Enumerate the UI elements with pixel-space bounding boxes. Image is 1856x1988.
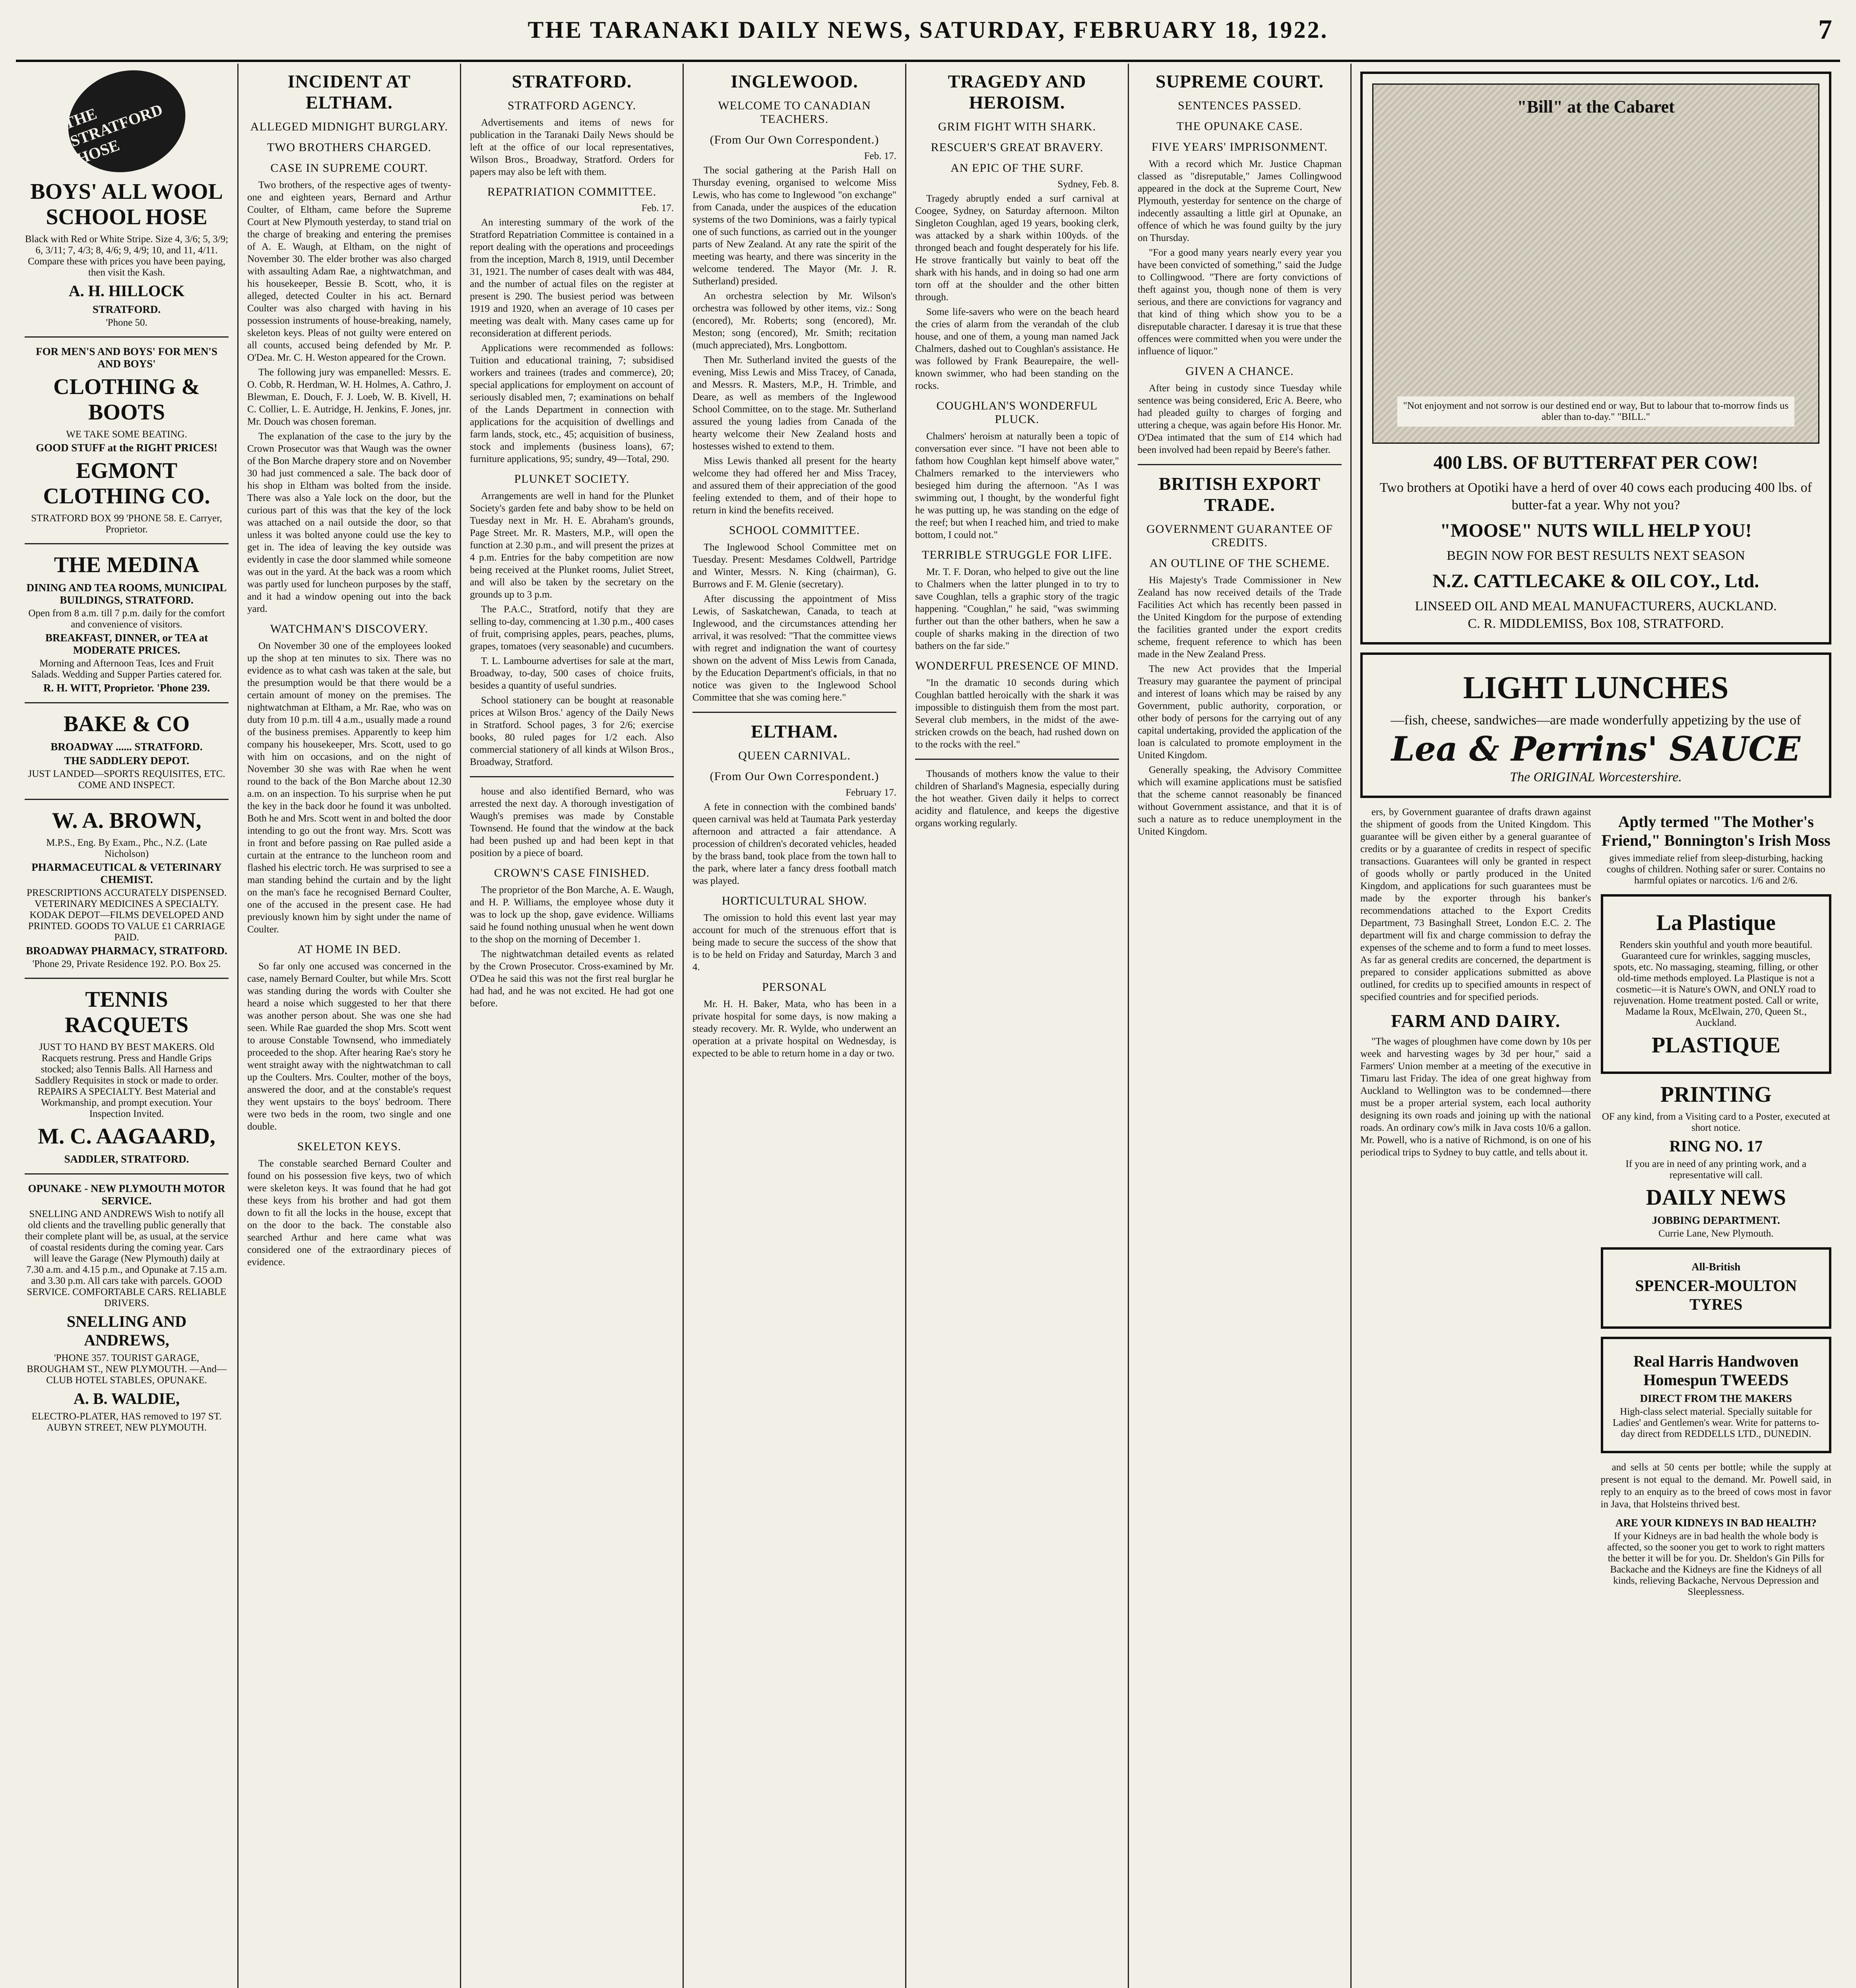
ad-waldie-body: ELECTRO-PLATER, HAS removed to 197 ST. AUBYN STREET, NEW PLYMOUTH. — [31, 1411, 222, 1433]
article-subhead: HORTICULTURAL SHOW. — [721, 894, 867, 907]
ad-name: BAKE & CO — [63, 712, 190, 736]
dateline: February 17. — [846, 787, 896, 798]
article-paragraph: So far only one accused was concerned in the case, namely Bernard Coulter, but while Mrs. Scott was standing during the words with Coulter she heard a noise which suggested to her that there was another person about. She was one she had seen. While Rae guarded the shop Mrs. Scott went to arouse Constable Townsend, who immediately proceeded to the shop. After hearing Rae's story he went straight away with the nightwatchman to call up the Coulters. Mrs. Coulter, mother of the boys, answered the door, and at the constable's request they went upstairs to the boys' bedroom. There were two beds in the room, two single and one double. — [247, 961, 451, 1132]
ad-school-hose — [25, 179, 229, 328]
article-paragraph: The nightwatchman detailed events as related by the Crown Prosecutor. Cross-examined by Mr. O'Dea he said this was not the first real burglar he had had, and he was not excited. He had got one before. — [470, 949, 674, 1009]
divider — [915, 759, 1119, 760]
divider — [25, 1173, 229, 1175]
article-headline: TRAGEDY AND HEROISM. — [948, 71, 1086, 113]
article-subhead: GOVERNMENT GUARANTEE OF CREDITS. — [1146, 522, 1333, 549]
ad-name: PRINTING — [1660, 1082, 1772, 1107]
illustration-caption: "Bill" at the Cabaret — [1517, 97, 1675, 116]
column-supreme-court — [1129, 64, 1352, 1988]
article-paragraph: Mr. T. F. Doran, who helped to give out the line to Chalmers when the latter plunged in to try to save Coughlan, tells a graphic story of the tragic happening. "Coughlan," he said, "was swimming further out than the other bathers, when he saw a couple of sharks making in the direction of two bathers on the far side." — [915, 567, 1119, 651]
ad-headline: 400 LBS. OF BUTTERFAT PER COW! — [1433, 452, 1758, 473]
masthead — [16, 0, 1840, 62]
article-subhead: ALLEGED MIDNIGHT BURGLARY. — [250, 120, 448, 133]
ad-beat: WE TAKE SOME BEATING. — [66, 429, 187, 440]
divider — [25, 799, 229, 800]
masthead-title: THE TARANAKI DAILY NEWS, SATURDAY, FEBRUARY 18, 1922. — [528, 16, 1328, 43]
article-paragraph: Chalmers' heroism at naturally been a topic of conversation ever since. "I have not been able to fathom how Coughlan kept himself above water," Chalmers remarked to the interviewers who besieged him during the afternoon. "As I was swimming out, I thought, by the wonderful fight he was putting up, he was standing on the edge of the reef; but when I reached him, and tried to make bottom, I could not." — [915, 431, 1119, 540]
ad-begin: BEGIN NOW FOR BEST RESULTS NEXT SEASON — [1447, 548, 1745, 563]
ad-name: Real Harris Handwoven Homespun TWEEDS — [1633, 1352, 1799, 1389]
column-stratford — [461, 64, 684, 1988]
column-inglewood — [684, 64, 906, 1988]
article-paragraph: T. L. Lambourne advertises for sale at the mart, Broadway, to-day, 500 cases of choice fruits, besides a quantity of useful sundries. — [470, 656, 674, 691]
article-headline: STRATFORD. — [512, 71, 632, 91]
ad-body: JUST TO HAND BY BEST MAKERS. Old Racquets restrung. Press and Handle Grips stocked; also Tennis Balls. All Harness and Saddlery Requisites in stock or made to order. REPAIRS A SPECIALTY. Best Material and Workmanship, and prompt execution. Your Inspection Invited. — [35, 1042, 219, 1119]
column-eltham-incident — [239, 64, 461, 1988]
ad-title: BOYS' ALL WOOL SCHOOL HOSE — [30, 179, 223, 229]
dateline: Feb. 17. — [641, 203, 674, 214]
article-paragraph: Tragedy abruptly ended a surf carnival at Coogee, Sydney, on Saturday afternoon. Milton Singleton Coughlan, aged 19 years, booking clerk, was attacked by a shark within 100yds. of the thronged beach and fought desperately for his life. He strove frantically but vainly to beat off the shark with his hands, and in doing so had one arm torn off at the shoulder and the other bitten through. — [915, 193, 1119, 303]
divider — [692, 712, 896, 713]
ad-company: N.Z. CATTLECAKE & OIL COY., Ltd. — [1432, 571, 1759, 592]
article-paragraph: Some life-savers who were on the beach heard the cries of alarm from the verandah of the club house, and one of them, a young man named Jack Chalmers, dashed out to Coughlan's assistance. He was followed by Frank Beaurepaire, the well-known swimmer, who had been standing on the rocks. — [915, 307, 1119, 391]
article-paragraph: The Inglewood School Committee met on Tuesday. Present: Mesdames Coldwell, Partridge and Winter, Messrs. N. King (chairman), G. Burrows and F. M. Glenie (secretary). — [692, 542, 896, 590]
article-paragraph: "The wages of ploughmen have come down by 10s per week and harvesting wages by 3d per hour," said a Farmers' Union member at a meeting of the executive in Timaru last Friday. The idea of one great highway from Auckland to Wellington was to be condemned—there must be a proper arterial system, each local authority designing its own roads and joining up with the national roads. An ordinary cow's milk in Java costs 10/6 a gallon. Mr. Powell, who is a native of Richmond, is on one of his periodical trips to Sydney to buy cattle, and tells about it. — [1360, 1036, 1591, 1158]
ad-printing — [1601, 1082, 1832, 1239]
article-paragraph: The explanation of the case to the jury by the Crown Prosecutor was that Waugh was the owner of the Bon Marche drapery store and on November 30 had just commenced a sale. The back door of his shop in Eltham was bolted from the inside. There was also a Yale lock on the door, but the curious part of this was that the key of the lock was attached on a nail outside the door, so that unless it was bolted anyone could use the key to get in. The idea of leaving the key outside was evidently in case the door slammed while someone was out in the yard. At the back was a room which was partly used for luncheon purposes by the staff, and it had a window opening out into the back yard. — [247, 431, 451, 614]
ad-body: gives immediate relief from sleep-disturbing, hacking coughs of children. Nothing safer or surer. Contains no harmful opiates or narcotics. 1/6 and 2/6. — [1606, 853, 1825, 886]
article-subhead: CASE IN SUPREME COURT. — [270, 161, 428, 175]
article-subhead: AN EPIC OF THE SURF. — [950, 161, 1084, 175]
article-paragraph: A fete in connection with the combined bands' queen carnival was held at Taumata Park yesterday afternoon and attracted a fair attendance. A procession of children's decorated vehicles, headed by the brass band, took place from the town hall to the park, where later a fancy dress football match was played. — [692, 802, 896, 886]
ad-tyres — [1601, 1247, 1832, 1329]
article-subhead: TWO BROTHERS CHARGED. — [267, 141, 432, 154]
ad-name: La Plastique — [1656, 911, 1776, 935]
article-paragraph: Then Mr. Sutherland invited the guests of the evening, Miss Lewis and Miss Tracey, of Canada, and Messrs. R. Masters, M.P., H. Trimble, and Deare, as well as members of the Inglewood School Committee, on to the stage. Mr. Sutherland assured the young ladies from Canada of the hearty welcome their New Zealand hosts and hostesses wished to extend to them. — [692, 355, 896, 452]
article-paragraph: "In the dramatic 10 seconds during which Coughlan battled heroically with the shark it was impossible to distinguish them from the most part. Several club members, in the midst of the awe-stricken crowds on the beach, had rushed down on to the rocks with the reel." — [915, 678, 1119, 750]
article-paragraph: ers, by Government guarantee of drafts drawn against the shipment of goods from the United Kingdom. This guarantee will be given either by a general guarantee of credits or by a guarantee of credits in respect of specific transactions. Guarantees will only be granted in respect of goods wholly or partly produced in the United Kingdom, and applications for such guarantees must be made by the exporter through his banker's recommendations attached to the Export Credits Department, 73 Basinghall Street, London E.C. 2. The department will fix and charge commission to defray the expenses of the scheme and to form a fund to meet losses. As far as general credits are concerned, the department is prepared to consider applications submitted as above outlined, for credits up to specified amounts in respect of specified countries and for specified periods. — [1360, 807, 1591, 1002]
article-subhead: AN OUTLINE OF THE SCHEME. — [1149, 557, 1330, 570]
ad-body: OF any kind, from a Visiting card to a Poster, executed at short notice. — [1602, 1111, 1830, 1133]
ad-medina — [25, 552, 229, 694]
article-subhead: AT HOME IN BED. — [297, 943, 401, 956]
article-paragraph: After discussing the appointment of Miss Lewis, of Saskatchewan, Canada, to teach at Inglewood, and the circumstances attending her arrival, it was resolved: "That the committee views with regret and indignation the want of courtesy shown on the advent of Miss Lewis from Canada, by the Education Department's officials, in that no notice was given to the Inglewood School Committee that she was coming here." — [692, 594, 896, 703]
ad-name-2: PLASTIQUE — [1651, 1033, 1780, 1058]
article-paragraph: With a record which Mr. Justice Chapman classed as "disreputable," James Collingwood appeared in the dock at the Supreme Court, New Plymouth, yesterday for sentence on the charge of indecently assaulting a little girl at Opunake, an offence of which he was found guilty by the jury on Thursday. — [1138, 159, 1342, 243]
ad-saddlery-body: JUST LANDED—SPORTS REQUISITES, ETC. COME AND INSPECT. — [28, 769, 225, 790]
small-ads — [1601, 806, 1832, 1604]
ad-name: TENNIS RACQUETS — [64, 987, 189, 1037]
article-subhead: GRIM FIGHT WITH SHARK. — [938, 120, 1096, 133]
article-subhead: TERRIBLE STRUGGLE FOR LIFE. — [922, 548, 1112, 561]
article-subhead: THE OPUNAKE CASE. — [1176, 120, 1303, 133]
ad-extra: Morning and Afternoon Teas, Ices and Fruit Salads. Wedding and Supper Parties catered for. — [31, 658, 222, 680]
ad-saddlery: THE SADDLERY DEPOT. — [64, 755, 189, 767]
ad-headline: LIGHT LUNCHES — [1463, 670, 1729, 705]
divider — [25, 702, 229, 703]
ad-hours: Open from 8 a.m. till 7 p.m. daily for the comfort and convenience of visitors. — [28, 608, 225, 630]
ad-body: Black with Red or White Stripe. Size 4, 3/6; 5, 3/9; 6, 3/11; 7, 4/3; 8, 4/6; 9, 4/9; 10, and 11, 4/11. Compare these with prices you have been paying, then visit the Kash. — [25, 234, 229, 278]
ad-sub: M.P.S., Eng. By Exam., Phc., N.Z. (Late Nicholson) — [46, 837, 207, 859]
ad-name: A. H. HILLOCK — [68, 282, 185, 300]
ad-phone: 'Phone 50. — [106, 317, 147, 328]
ad-headline: ARE YOUR KIDNEYS IN BAD HEALTH? — [1615, 1517, 1817, 1529]
article-paragraph: "For a good many years nearly every year you have been convicted of something," said the Judge to Collingwood. "There are forty convictions of theft against you, though none of them is very serious, and there are convictions for vagrancy and that kind of thing which show you to be a disreputable character. I daresay it is true that these offences were committed when you were under the influence of liquor." — [1138, 247, 1342, 357]
divider — [25, 336, 229, 338]
article-paragraph: The omission to hold this event last year may account for much of the strenuous effort that is being made to secure the success of the show that is to be held on Friday and Saturday, March 3 and 4. — [692, 912, 896, 973]
ad-brown — [25, 808, 229, 970]
ad-body: High-class select material. Specially suitable for Ladies' and Gentlemen's wear. Write for patterns to-day direct from REDDELLS LTD., DUNEDIN. — [1612, 1406, 1819, 1439]
ad-ring: RING NO. 17 — [1669, 1137, 1763, 1155]
columns — [16, 64, 1840, 1988]
ad-headline: Aptly termed "The Mother's Friend," Bonnington's Irish Moss — [1601, 813, 1831, 849]
ad-stuff: GOOD STUFF at the RIGHT PRICES! — [36, 442, 217, 454]
article-subhead: GIVEN A CHANCE. — [1185, 365, 1294, 378]
ad-body: If your Kidneys are in bad health the whole body is affected, so the sooner you get to work to right matters the better it will be for you. Dr. Sheldon's Gin Pills for Backache and the Kidneys are fine the Kidneys of all kinds, relieving Backache, Nervous Depression and Sleeplessness. — [1607, 1531, 1825, 1597]
divider — [25, 543, 229, 544]
article-subhead: WELCOME TO CANADIAN TEACHERS. — [718, 99, 871, 126]
ad-body: Renders skin youthful and youth more beautiful. Guaranteed cure for wrinkles, sagging muscles, spots, etc. No massaging, steaming, filling, or other old-time methods employed. La Plastique is not a cosmetic—it is Nature's OWN, and ONLY road to rejuvenation. Home treatment posted. Call or write, Madame la Roux, McElwain, 270, Queen St., Auckland. — [1613, 940, 1819, 1028]
lower-right-area — [1360, 806, 1831, 1604]
ad-name: SPENCER-MOULTON TYRES — [1635, 1277, 1797, 1313]
article-paragraph: An orchestra selection by Mr. Wilson's orchestra was followed by other items, viz.: Song (encored), Mr. Roberts; song (encored), Mr. Meston; song (encored), Mr. Smith; recitation (much appreciated), Mrs. Longbottom. — [692, 291, 896, 351]
ad-daily-sub: JOBBING DEPARTMENT. — [1652, 1214, 1780, 1226]
article-paragraph: The new Act provides that the Imperial Treasury may guarantee the payment of principal and interest of loans which may be raised by any Government, public authority, corporation, or other body of persons for the carrying out of any capital undertaking, provided the application of the loan is calculated to promote employment in the United Kingdom. — [1138, 664, 1342, 761]
article-subhead: SCHOOL COMMITTEE. — [729, 524, 860, 537]
ad-snelling-body: 'PHONE 357. TOURIST GARAGE, BROUGHAM ST., NEW PLYMOUTH. —And— CLUB HOTEL STABLES, OPUNAKE. — [27, 1353, 227, 1386]
article-paragraph: The constable searched Bernard Coulter and found on his possession five keys, two of which were skeleton keys. It was found that he had got these keys from his brother and had got them down to fit all the locks in the house, except that on the door to the back. The constable also searched Arthur and here came what was considered one of the extraordinary pieces of evidence. — [247, 1158, 451, 1268]
cabaret-illustration — [1372, 83, 1819, 444]
article-paragraph: The social gathering at the Parish Hall on Thursday evening, organised to welcome Miss Lewis, who has come to Inglewood "on exchange" from Canada, under the auspices of the education systems of the two Dominions, was a fairly typical one of such functions, as carried out in the younger parts of New Zealand. At any rate the spirit of the meeting was hearty, and there was sincerity in the welcome tendered. The Mayor (Mr. J. R. Sutherland) presided. — [692, 165, 896, 287]
dateline: Feb. 17. — [864, 151, 896, 161]
ad-harris-tweeds — [1601, 1337, 1832, 1453]
ad-box: STRATFORD BOX 99 'PHONE 58. E. Carryer, Proprietor. — [31, 513, 222, 535]
article-subhead: CROWN'S CASE FINISHED. — [494, 866, 650, 879]
article-headline: FARM AND DAIRY. — [1391, 1011, 1561, 1031]
ad-body: PRESCRIPTIONS ACCURATELY DISPENSED. VETERINARY MEDICINES A SPECIALTY. KODAK DEPOT—FILMS DEVELOPED AND PRINTED. GOODS TO VALUE £1 CARRIAGE PAID. — [27, 887, 227, 943]
stratford-hose-crest: THE STRATFORD HOSE — [54, 64, 200, 188]
ad-phone: 'Phone 29, Private Residence 192. P.O. Box 25. — [32, 959, 221, 969]
ad-waldie: A. B. WALDIE, — [73, 1390, 180, 1408]
ad-name: W. A. BROWN, — [52, 808, 202, 833]
article-paragraph: Two brothers, of the respective ages of twenty-one and eighteen years, Bernard and Arthur Coulter, of Eltham, came before the Supreme Court at New Plymouth yesterday, to stand trial on the charge of breaking and entering the premises of A. E. Waugh, at Eltham, on the night of November 30. The elder brother was also charged with assaulting Adam Rae, a nightwatchman, and his housekeeper, Bessie B. Scott, who, it is alleged, detected Coulter in his act. Bernard Coulter was also charged with having in his possession instruments of house-breaking, namely, skeleton keys. Pleas of not guilty were entered on all counts, accused being defended by Mr. P. O'Dea. Mr. C. H. Weston appeared for the Crown. — [247, 180, 451, 363]
agency-note: Advertisements and items of news for publication in the Taranaki Daily News should be left at the office of our local representatives, Wilson Bros., Broadway, Stratford. Orders for papers may also be left with them. — [470, 117, 674, 177]
article-paragraph: house and also identified Bernard, who was arrested the next day. A thorough investigation of Waugh's premises was made by Constable Townsend. He found that the window at the back had been pushed up and had been kept in that position by a piece of board. — [470, 786, 674, 858]
divider — [1138, 464, 1342, 465]
ad-lines: FOR MEN'S AND BOYS' FOR MEN'S AND BOYS' — [36, 346, 217, 370]
ad-tennis — [25, 987, 229, 1165]
ad-name: EGMONT CLOTHING CO. — [43, 458, 210, 509]
article-paragraph: Mr. H. H. Baker, Mata, who has been in a private hospital for some days, is now making a steady recovery. Mr. R. Wylde, who underwent an operation at a private hospital on Wednesday, is expected to be able to return home in a day or two. — [692, 999, 896, 1059]
ad-chem: PHARMACEUTICAL & VETERINARY CHEMIST. — [31, 861, 222, 885]
ad-slogan: "MOOSE" NUTS WILL HELP YOU! — [1440, 520, 1752, 541]
ad-egmont-clothing — [25, 346, 229, 535]
ad-body: —fish, cheese, sandwiches—are made wonderfully appetizing by the use of — [1391, 713, 1801, 728]
export-continuation — [1360, 806, 1591, 1604]
article-headline: SUPREME COURT. — [1156, 71, 1324, 91]
ad-bake — [25, 711, 229, 791]
article-paragraph: Thousands of mothers know the value to their children of Sharland's Magnesia, especially during the hot weather. Given daily it helps to correct acidity and flatulence, and keeps the digestive organs working regularly. — [915, 769, 1119, 829]
ad-company-sub: LINSEED OIL AND MEAL MANUFACTURERS, AUCKLAND. — [1415, 599, 1777, 613]
article-subhead: PERSONAL — [762, 980, 827, 994]
article-paragraph: The following jury was empanelled: Messrs. E. O. Cobb, R. Herdman, W. H. Holmes, A. Cathro, J. Blewman, E. Douch, F. J. Loeb, W. B. Kivell, H. C. Collier, L. E. Autridge, H. Jenkins, F. Jones, jnr. Mr. Douch was chosen foreman. — [247, 367, 451, 427]
lea-perrins-logo: Lea & Perrins' SAUCE — [1391, 729, 1801, 769]
article-subhead: WONDERFUL PRESENCE OF MIND. — [915, 659, 1119, 672]
ad-sub: The ORIGINAL Worcestershire. — [1510, 770, 1682, 784]
article-subhead: PLUNKET SOCIETY. — [514, 472, 630, 485]
article-headline: INCIDENT AT ELTHAM. — [287, 71, 411, 113]
article-subhead: SENTENCES PASSED. — [1178, 99, 1301, 112]
article-paragraph: After being in custody since Tuesday while sentence was being considered, Eric A. Beere, who had pleaded guilty to charges of forging and uttering a cheque, was again before His Honor. Mr. O'Dea intimated that the sum of £14 which had been involved had been repaid by Beere's father. — [1138, 383, 1342, 455]
article-headline: BRITISH EXPORT TRADE. — [1158, 474, 1321, 515]
ad-aagaard: M. C. AAGAARD, — [38, 1124, 215, 1149]
article-subhead: STRATFORD AGENCY. — [507, 99, 636, 112]
ad-kidneys — [1601, 1517, 1832, 1598]
column-tragedy — [906, 64, 1129, 1988]
ad-meals: BREAKFAST, DINNER, or TEA at MODERATE PRICES. — [45, 632, 208, 656]
article-paragraph: On November 30 one of the employees looked up the shop at ten minutes to six. There was no evidence as to what cash was taken at the sale, but the presumption would be that there would be a certain amount of money on the premises. The nightwatchman at Eltham, a Mr. Rae, who was on duty from 10 p.m. till 4 a.m., usually made a round of the business premises. Apparently to keep him company his housekeeper, Mrs. Scott, used to go with him on occasions, and on the night of November 30 she was with Rae when he went round to the back of the Bon Marche about 12.30 a.m. on an inspection. To his surprise when he put the key in the back door he found it was unbolted. Both he and Mrs. Scott went in and bolted the door intending to go out the front way. Mrs. Scott was in front and before passing on Rae pulled aside a curtain at the entrance to the luncheon room and flashed his electric torch. He was surprised to see a man standing behind the curtain and by the light on the man's face he recognised Bernard Coulter, one of the accused in the present case. He had previously known him by sight under the name of Coulter. — [247, 641, 451, 935]
article-paragraph: The proprietor of the Bon Marche, A. E. Waugh, and H. P. Williams, the employee whose duty it was to lock up the shop, gave evidence. Williams said he found nothing unusual when he went down to the shop on the morning of December 1. — [470, 885, 674, 945]
ad-head: OPUNAKE - NEW PLYMOUTH MOTOR SERVICE. — [28, 1182, 225, 1207]
divider — [470, 776, 674, 777]
column-ads-left — [16, 64, 239, 1988]
ad-opunake — [25, 1182, 229, 1433]
ad-la-plastique — [1601, 894, 1832, 1074]
article-headline: ELTHAM. — [751, 721, 838, 742]
article-byline: (From Our Own Correspondent.) — [710, 133, 879, 146]
ad-ring-body: If you are in need of any printing work, and a representative will call. — [1625, 1159, 1807, 1180]
article-subhead: QUEEN CARNIVAL. — [738, 749, 851, 762]
ad-head: CLOTHING & BOOTS — [53, 375, 200, 425]
ad-sub: All-British — [1691, 1261, 1741, 1273]
article-subhead: RESCUER'S GREAT BRAVERY. — [931, 141, 1104, 154]
ad-broadway: BROADWAY PHARMACY, STRATFORD. — [26, 945, 227, 957]
illustration-quote: "Not enjoyment and not sorrow is our destined end or way, But to labour that to-morrow finds us abler than to-day." "BILL." — [1397, 396, 1794, 427]
article-paragraph: His Majesty's Trade Commissioner in New Zealand has now received details of the Trade Facilities Act which has recently been passed in the United Kingdom for the purpose of extending the facilities granted under the export credits scheme, frequent reference to which has been made in the New Zealand Press. — [1138, 575, 1342, 660]
ad-town: STRATFORD. — [92, 303, 161, 315]
ad-lea-perrins — [1360, 652, 1831, 798]
article-subhead: COUGHLAN'S WONDERFUL PLUCK. — [936, 399, 1098, 426]
article-paragraph: An interesting summary of the work of the Stratford Repatriation Committee is contained in a report dealing with the operations and proceedings from the inception, March 8, 1919, until December 31, 1921. The number of cases dealt with was 484, and the number of actual files on the register at present is 290. The busiest period was between 1919 and 1920, when an average of 10 cases per meeting was dealt with. Many cases came up for reconsideration at different periods. — [470, 217, 674, 339]
article-paragraph: Generally speaking, the Advisory Committee which will examine applications must be satisfied that the scheme cannot reasonably be financed without Government assistance, and that it is of such a nature as to reduce unemployment in the United Kingdom. — [1138, 765, 1342, 837]
ad-daily-addr: Currie Lane, New Plymouth. — [1658, 1228, 1774, 1239]
ad-sub: DIRECT FROM THE MAKERS — [1640, 1392, 1792, 1404]
ad-body: Two brothers at Opotiki have a herd of over 40 cows each producing 400 lbs. of butter-fat a year. Why not you? — [1379, 480, 1812, 513]
article-paragraph: and sells at 50 cents per bottle; while the supply at present is not equal to the demand. Mr. Powell said, in reply to an enquiry as to the breed of cows most in favor in Java, that Holsteins thrived best. — [1600, 1462, 1831, 1510]
ad-company-addr: C. R. MIDDLEMISS, Box 108, STRATFORD. — [1468, 616, 1724, 631]
article-byline: (From Our Own Correspondent.) — [710, 770, 879, 783]
article-subhead: FIVE YEARS' IMPRISONMENT. — [1152, 140, 1328, 153]
article-paragraph: Applications were recommended as follows: Tuition and educational training, 7; subsidised workers and trainees (trades and commerce), 20; special applications for employment on account of seriously disabled men, 7; examinations on behalf of the Lands Department in connection with applications for the acquisition of dwellings and farm lands, stock, etc., 45; acquisition of business, stock and implements (business loans), 67; furniture applications, 95; sundry, 49—Total, 290. — [470, 343, 674, 464]
ad-aagaard-sub: SADDLER, STRATFORD. — [64, 1153, 189, 1165]
ad-name: THE MEDINA — [54, 553, 200, 577]
article-headline: INGLEWOOD. — [731, 71, 858, 91]
divider — [25, 978, 229, 979]
dateline: Sydney, Feb. 8. — [1057, 179, 1119, 190]
ad-proprietor: R. H. WITT, Proprietor. 'Phone 239. — [43, 682, 210, 694]
article-subhead: REPATRIATION COMMITTEE. — [487, 185, 657, 198]
ad-moose-nuts — [1360, 72, 1831, 645]
article-paragraph: The P.A.C., Stratford, notify that they are selling to-day, commencing at 1.30 p.m., 400 cases of fruit, comprising apples, pears, peaches, plums, grapes, tomatoes (very seasonable) and cucumbers. — [470, 604, 674, 652]
ad-snelling: SNELLING AND ANDREWS, — [66, 1312, 187, 1349]
article-paragraph: Miss Lewis thanked all present for the hearty welcome they had offered her and Miss Tracey, and assured them of their appreciation of the good feeling extended to them, and of their hope to return in kind the benefits received. — [692, 456, 896, 516]
column-ads-right — [1352, 64, 1840, 1988]
article-subhead: SKELETON KEYS. — [297, 1140, 401, 1153]
ad-irish-moss — [1601, 812, 1832, 886]
article-paragraph: Arrangements are well in hand for the Plunket Society's garden fete and baby show to be held on Tuesday next in Mr. H. E. Abraham's grounds, Page Street. Mr. R. Masters, M.P., will open the function at 2.30 p.m., and will present the prizes at 4 p.m. Entries for the baby competition are now being received at the Plunket rooms, Juliet Street, and will also be taken by the secretary on the grounds up to 3 p.m. — [470, 491, 674, 600]
article-subhead: WATCHMAN'S DISCOVERY. — [270, 622, 429, 635]
page-number: 7 — [1818, 14, 1832, 45]
ad-daily: DAILY NEWS — [1646, 1185, 1786, 1210]
ad-body: SNELLING AND ANDREWS Wish to notify all old clients and the travelling public generally that their complete plant will be, as usual, at the service of coastal residents during the coming year. Cars will leave the Garage (New Plymouth) daily at 7.30 a.m. and 4.15 p.m., and Opunake at 7.15 a.m. and 3.30 p.m. All cars take with parcels. GOOD SERVICE. COMFORTABLE CARS. RELIABLE DRIVERS. — [25, 1209, 229, 1309]
ad-loc: BROADWAY ...... STRATFORD. — [50, 741, 203, 753]
article-paragraph: School stationery can be bought at reasonable prices at Wilson Bros.' agency of the Daily News in Stratford. School pages, 3 for 2/6; exercise books, 80 ruled pages for 1/2 each. Also commercial stationery of all kinds at Wilson Bros., Broadway, Stratford. — [470, 695, 674, 767]
ad-body: DINING AND TEA ROOMS, MUNICIPAL BUILDINGS, STRATFORD. — [26, 582, 227, 606]
